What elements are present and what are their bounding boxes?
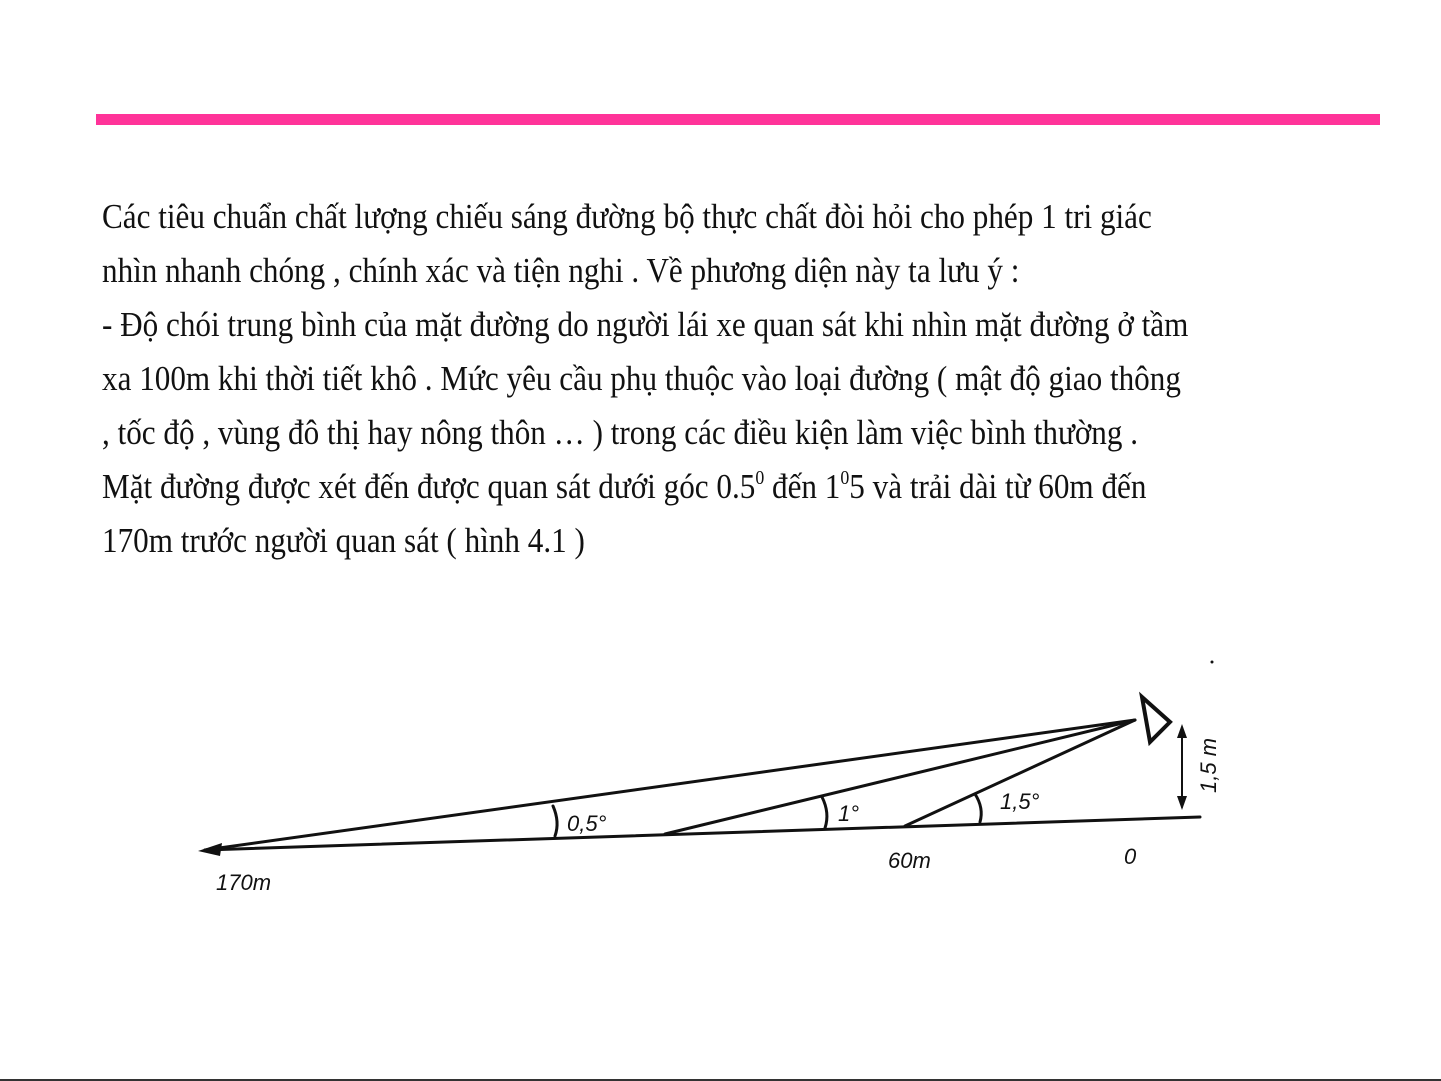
arrow-head-down	[1177, 796, 1187, 810]
road-line	[205, 817, 1200, 850]
text-span: Mặt đường được xét đến được quan sát dưới góc 0.5	[102, 467, 756, 506]
label-angle-05: 0,5°	[567, 811, 607, 836]
label-height: 1,5 m	[1196, 737, 1221, 793]
speck	[1211, 661, 1214, 664]
label-0: 0	[1124, 844, 1137, 869]
superscript: 0	[840, 467, 850, 489]
text-line: xa 100m khi thời tiết khô . Mức yêu cầu phụ thuộc vào loại đường ( mật độ giao thông	[102, 359, 1181, 398]
label-60m: 60m	[888, 848, 931, 873]
eye-icon	[1142, 697, 1170, 742]
text-line: , tốc độ , vùng đô thị hay nông thôn … ) trong các điều kiện làm việc bình thường .	[102, 413, 1139, 452]
text-line: nhìn nhanh chóng , chính xác và tiện nghi . Về phương diện này ta lưu ý :	[102, 251, 1020, 290]
label-angle-15: 1,5°	[1000, 789, 1040, 814]
text-line: - Độ chói trung bình của mặt đường do người lái xe quan sát khi nhìn mặt đường ở tầm	[102, 305, 1189, 344]
angle-arc-05	[553, 806, 557, 836]
text-line: 170m trước người quan sát ( hình 4.1 )	[102, 521, 585, 560]
text-span: 5 và trải dài từ 60m đến	[849, 467, 1147, 506]
angle-arc-1	[822, 797, 827, 828]
superscript: 0	[755, 467, 765, 489]
arrow-head-170m	[198, 843, 222, 856]
label-170m: 170m	[216, 870, 272, 895]
angle-arc-15	[975, 794, 981, 822]
text-line: Các tiêu chuẩn chất lượng chiếu sáng đường bộ thực chất đòi hỏi cho phép 1 tri giác	[102, 197, 1152, 236]
label-angle-1: 1°	[838, 801, 860, 826]
text-span: đến 1	[764, 467, 841, 506]
arrow-head-up	[1177, 724, 1187, 738]
